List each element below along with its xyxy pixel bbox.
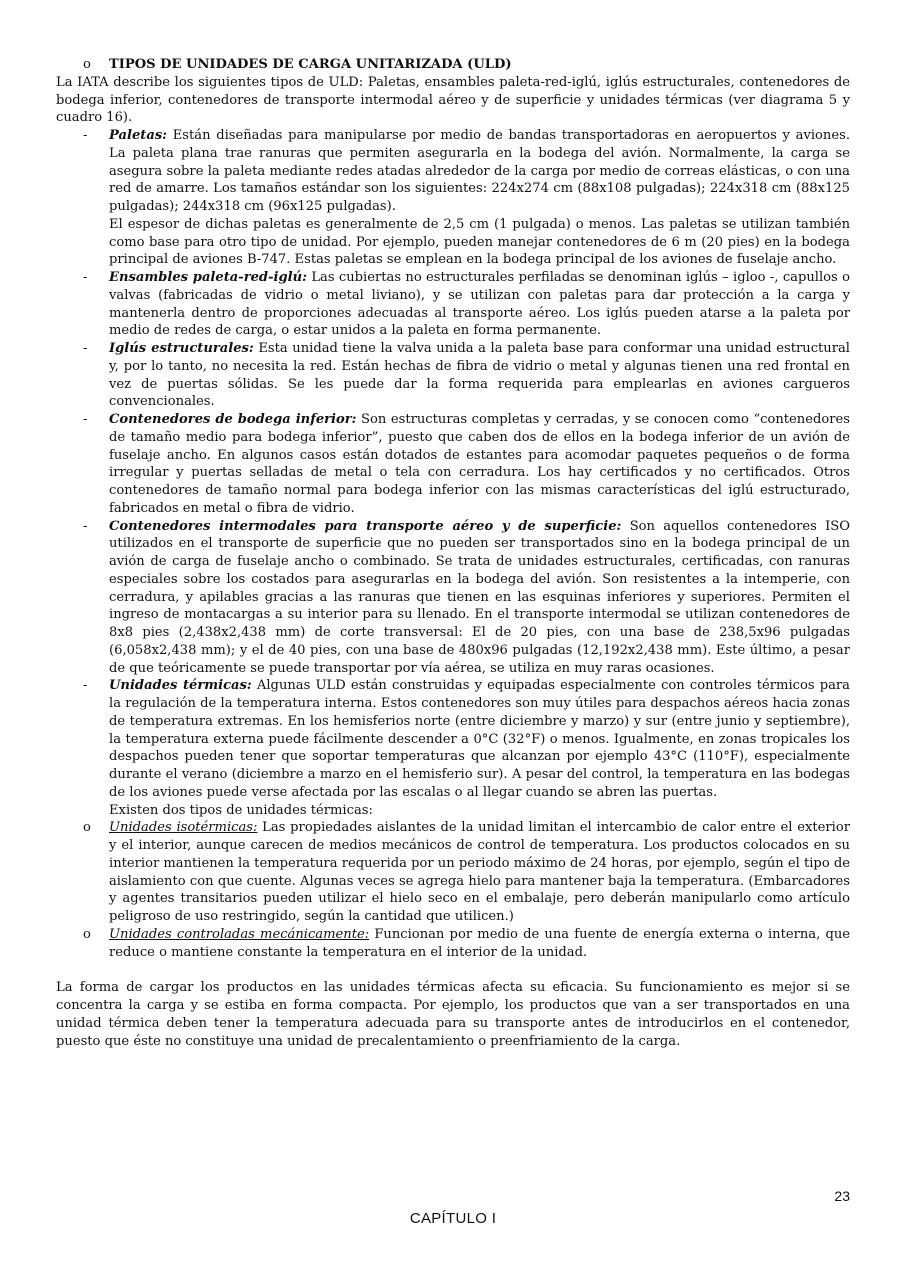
item-extra: El espesor de dichas paletas es generalmente de 2,5 cm (1 pulgada) o menos. Las paletas se utilizan también como base para otro tipo de unidad. Por ejemplo, pueden manejar contenedores de 6 m (20 pies) en la bodega principal de aviones B-747. Estas paletas se emplean en la bodega principal de los aviones de fuselaje ancho. <box>109 216 850 268</box>
dash-bullet: - <box>83 270 88 285</box>
list-item-iglus <box>56 340 850 411</box>
heading-bullet: o <box>83 57 91 72</box>
dash-bullet: - <box>83 518 88 534</box>
item-text: Son estructuras completas y cerradas, y se conocen como “contenedores de tamaño medio para bodega inferior”, puesto que caben dos de ellos en la bodega inferior de un avión de fuselaje ancho. En algunos casos están dotados de estantes para acomodar paquetes pequeños o de forma irregular y puertas selladas de metal o tela con cerradura. Los hay certificados y no certificados. Otros contenedores de tamaño normal para bodega inferior con las mismas características del iglú estructurado, fabricados en metal o fibra de vidrio. <box>109 412 850 516</box>
item-text: Las cubiertas no estructurales perfiladas se denominan iglús – igloo -, capullos o valvas (fabricadas de vidrio o metal liviano), y se utilizan con paletas para dar protección a la carga y mantenerla dentro de proporciones adecuadas al transporte aéreo. Los iglús pueden atarse a la paleta por medio de redes de carga, o estar unidos a la paleta en forma permanente. <box>109 270 850 339</box>
paragraph-gap <box>56 961 850 979</box>
sub-item-mecanicas <box>56 926 850 962</box>
sub-item-term: Unidades controladas mecánicamente: <box>109 926 370 942</box>
item-term: Ensambles paleta-red-iglú: <box>109 270 307 285</box>
page-number: 23 <box>834 1188 850 1204</box>
item-text: Esta unidad tiene la valva unida a la paleta base para conformar una unidad estructural y, por lo tanto, no necesita la red. Están hechas de fibra de vidrio o metal y algunas tienen una red frontal en vez de puertas sólidas. Se les puede dar la forma requerida para emplearlas en aviones cargueros convencionales. <box>109 341 850 410</box>
list-item-intermodales <box>56 518 850 678</box>
list-item-paletas <box>56 127 850 269</box>
sub-item-text: Las propiedades aislantes de la unidad limitan el intercambio de calor entre el exterior y el interior, aunque carecen de medios mecánicos de control de temperatura. Los productos colocados en su interior mantienen la temperatura requerida por un periodo máximo de 24 horas, por ejemplo, según el tipo de aislamiento con que cuente. Algunas veces se agrega hielo para mantener baja la temperatura. (Embarcadores y agentes transitarios pueden utilizar el hielo seco en el embalaje, pero deberán manipularlo como artículo peligroso de uso restringido, según la cantidad que utilicen.) <box>109 820 850 924</box>
list-item-termicas <box>56 677 850 819</box>
item-term: Contenedores intermodales para transporte aéreo y de superficie: <box>109 518 622 534</box>
dash-bullet: - <box>83 128 88 143</box>
item-term: Iglús estructurales: <box>109 341 254 356</box>
dash-bullet: - <box>83 341 88 356</box>
closing-paragraph: La forma de cargar los productos en las unidades térmicas afecta su eficacia. Su funcionamiento es mejor si se concentra la carga y se estiba en forma compacta. Por ejemplo, los productos que van a ser transportados en una unidad térmica deben tener la temperatura adecuada para su transporte antes de introducirlos en el contenedor, puesto que éste no constituye una unidad de precalentamiento o preenfriamiento de la carga. <box>56 980 850 1049</box>
item-term: Contenedores de bodega inferior: <box>109 412 357 427</box>
item-text: Algunas ULD están construidas y equipadas especialmente con controles térmicos para la regulación de la temperatura interna. Estos contenedores son muy útiles para despachos aéreos hacia zonas de temperatura extremas. En los hemisferios norte (entre diciembre y marzo) y sur (entre junio y septiembre), la temperatura externa puede fácilmente descender a 0°C (32°F) o menos. Igualmente, en zonas tropicales los despachos pueden tener que soportar temperaturas que alcanzan por ejemplo 43°C (110°F), especialmente durante el verano (diciembre a marzo en el hemisferio sur). A pesar del control, la temperatura en las bodegas de los aviones puede verse afectada por las escalas o al llegar cuando se abren las puertas. <box>109 678 850 800</box>
sub-item-isotermicas <box>56 819 850 926</box>
dash-bullet: - <box>83 412 88 427</box>
item-term: Paletas: <box>109 128 168 143</box>
intro-paragraph: La IATA describe los siguientes tipos de ULD: Paletas, ensambles paleta-red-iglú, iglús estructurales, contenedores de bodega inferior, contenedores de transporte intermodal aéreo y de superficie y unidades térmicas (ver diagrama 5 y cuadro 16). <box>56 74 850 126</box>
circle-bullet: o <box>83 926 91 942</box>
list-item-bodega-inferior <box>56 411 850 518</box>
heading-text: TIPOS DE UNIDADES DE CARGA UNITARIZADA (ULD) <box>109 57 512 72</box>
item-term: Unidades térmicas: <box>109 678 252 694</box>
sub-item-term: Unidades isotérmicas: <box>109 820 258 836</box>
item-text: Son aquellos contenedores ISO utilizados en el transporte de superficie que no pueden ser transportados sino en la bodega principal de un avión de carga de fuselaje ancho o combinado. Se trata de unidades estructurales, certificadas, con ranuras especiales sobre los costados para asegurarlas en la bodega del avión. Son resistentes a la intemperie, con cerradura, y apilables gracias a las ranuras que tienen en las esquinas inferiores y superiores. Permiten el ingreso de montacargas a su interior para su llenado. En el transporte intermodal se utilizan contenedores de 8x8 pies (2,438x2,438 mm) de corte transversal: El de 20 pies, con una base de 238,5x96 pulgadas (6,058x2,438 mm); y el de 40 pies, con una base de 480x96 pulgadas (12,192x2,438 mm). Este último, a pesar de que teóricamente se puede transportar por vía aérea, se utiliza en muy raras ocasiones. <box>109 518 850 676</box>
list-item-ensambles <box>56 269 850 340</box>
chapter-footer: CAPÍTULO I <box>409 1210 497 1227</box>
circle-bullet: o <box>83 820 91 836</box>
section-heading <box>56 56 850 74</box>
dash-bullet: - <box>83 678 88 694</box>
sub-item-text: Funcionan por medio de una fuente de energía externa o interna, que reduce o mantiene constante la temperatura en el interior de la unidad. <box>109 926 851 960</box>
item-extra: Existen dos tipos de unidades térmicas: <box>109 802 373 818</box>
item-text: Están diseñadas para manipularse por medio de bandas transportadoras en aeropuertos y aviones. La paleta plana trae ranuras que permiten asegurarla en la bodega del avión. Normalmente, la carga se asegura sobre la paleta mediante redes atadas alrededor de la carga por medio de correas elásticas, o con una red de amarre. Los tamaños estándar son los siguientes: 224x274 cm (88x108 pulgadas); 224x318 cm (88x125 pulgadas); 244x318 cm (96x125 pulgadas). <box>109 128 850 214</box>
document-body <box>56 56 850 1050</box>
